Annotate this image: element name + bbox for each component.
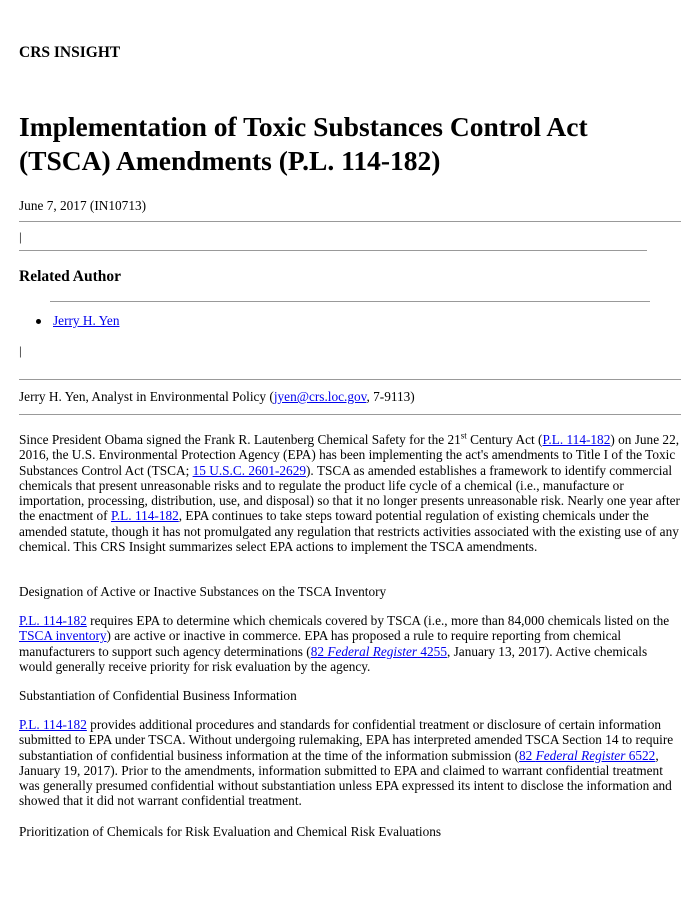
list-item (36, 313, 119, 329)
divider (19, 379, 681, 380)
related-author-heading: Related Author (19, 268, 122, 285)
law-link[interactable]: P.L. 114-182 (110, 508, 179, 524)
law-link[interactable]: P.L. 114-182 (19, 717, 87, 732)
separator-bar: | (19, 229, 22, 244)
text: 6522 (625, 747, 656, 763)
author-byline (19, 389, 415, 405)
email-link[interactable]: jyen@crs.loc.gov (273, 389, 367, 404)
divider (50, 301, 650, 302)
section-heading: Substantiation of Confidential Business Information (19, 688, 297, 703)
divider (19, 414, 681, 415)
federal-register-link[interactable] (519, 748, 655, 763)
text: requires EPA to determine which chemicals covered by TSCA (i.e., more than 84,000 chemicals listed on the (86, 613, 670, 628)
separator-bar: | (19, 343, 22, 358)
federal-register-link[interactable] (311, 644, 447, 659)
text: Federal Register (327, 643, 418, 659)
text: 82 (519, 747, 536, 763)
author-list (36, 313, 119, 329)
text: Century Act ( (466, 432, 543, 447)
text: ) on June 22, 2016, the U.S. Environmental Protection Agency (EPA) has been implementing the act's amendments to Title I of the Toxic Substances Control Act (TSCA; (19, 432, 680, 478)
law-link[interactable]: P.L. 114-182 (542, 432, 611, 447)
page-title: Implementation of Toxic Substances Control Act (TSCA) Amendments (P.L. 114-182) (19, 111, 588, 176)
section-heading: Prioritization of Chemicals for Risk Evaluation and Chemical Risk Evaluations (19, 824, 442, 839)
text: , January 13, 2017). Active chemicals would generally receive priority for risk evaluation by the agency. (19, 643, 648, 674)
text: , January 19, 2017). Prior to the amendments, information submitted to EPA and claimed to warrant confidential treatment was generally presumed confidential without substantiation unless EPA expressed its intent to disclose the information and showed that it did not warrant confidential treatment. (19, 747, 672, 809)
text: Since President Obama signed the Frank R. Lautenberg Chemical Safety for the 21 (19, 432, 461, 447)
section-heading: Designation of Active or Inactive Substances on the TSCA Inventory (19, 584, 387, 599)
publication-date: June 7, 2017 (IN10713) (19, 198, 147, 213)
intro-paragraph (19, 432, 683, 554)
text: , EPA continues to take steps toward potential regulation of existing chemicals under the amended statute, though it has not promulgated any regulation that restricts activities associated with the existing use of any chemical. This CRS Insight summarizes select EPA actions to implement the TSCA amendments. (19, 508, 679, 555)
inventory-link[interactable]: TSCA inventory (19, 628, 107, 644)
divider (19, 250, 647, 251)
text: ). TSCA as amended establishes a framework to identify commercial chemicals that present unreasonable risks and to regulate the product life cycle of a chemical (i.e., manufacture or importation, processing, distribution, use, and disposal) so that it no longer presents unreasonable risk. Nearly one year after the enactment of (19, 462, 680, 524)
byline-phone: , 7-9113) (366, 389, 415, 404)
text: 4255 (417, 643, 447, 659)
section-paragraph (19, 613, 683, 674)
divider (19, 221, 681, 222)
report-type-label: CRS INSIGHT (19, 44, 121, 61)
text: provides additional procedures and standards for confidential treatment or disclosure of certain information submitted to EPA under TSCA. Without undergoing rulemaking, EPA has interpreted amended TSCA Section 14 to require substantiation of confidential business information at the time of the information submission ( (19, 717, 674, 763)
byline-text: Jerry H. Yen, Analyst in Environmental Policy ( (19, 389, 274, 404)
section-paragraph (19, 717, 683, 809)
author-link[interactable]: Jerry H. Yen (53, 313, 120, 328)
usc-link[interactable]: 15 U.S.C. 2601-2629 (192, 462, 306, 478)
text: 82 (310, 643, 328, 659)
law-link[interactable]: P.L. 114-182 (19, 613, 87, 628)
text: Federal Register (535, 747, 626, 763)
text: ) are active or inactive in commerce. EPA has proposed a rule to require reporting from chemical manufacturers to support such agency determinations ( (19, 628, 622, 659)
superscript: st (460, 430, 467, 441)
